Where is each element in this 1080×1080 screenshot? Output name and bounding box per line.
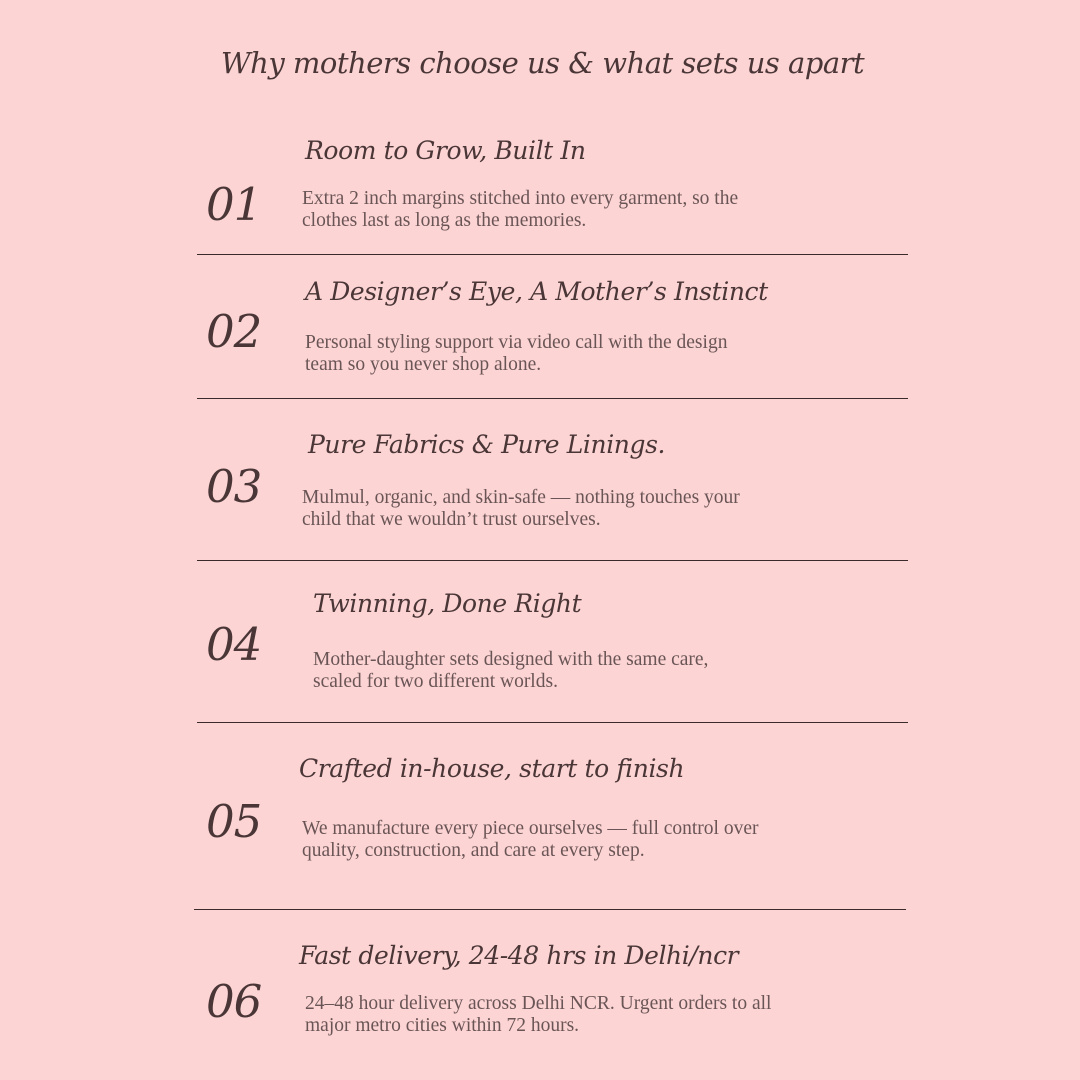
feature-description: We manufacture every piece ourselves — full control over quality, construction, and care at every step. — [302, 818, 759, 861]
page-title: Why mothers choose us & what sets us apart — [220, 46, 865, 80]
feature-number: 06 — [206, 975, 262, 1028]
feature-heading: Room to Grow, Built In — [305, 136, 586, 165]
divider — [197, 560, 908, 561]
divider — [197, 398, 908, 399]
feature-description: 24–48 hour delivery across Delhi NCR. Urgent orders to all major metro cities within 72 hours. — [305, 993, 772, 1036]
divider — [194, 909, 906, 910]
feature-heading: Crafted in-house, start to finish — [299, 754, 685, 783]
feature-number: 05 — [206, 795, 262, 848]
feature-number: 03 — [206, 460, 262, 513]
divider — [197, 254, 908, 255]
feature-heading: Pure Fabrics & Pure Linings. — [308, 430, 666, 459]
feature-heading: Twinning, Done Right — [313, 589, 582, 618]
feature-heading: Fast delivery, 24-48 hrs in Delhi/ncr — [299, 941, 739, 970]
feature-heading: A Designer’s Eye, A Mother’s Instinct — [305, 277, 768, 306]
feature-number: 01 — [206, 178, 262, 231]
feature-description: Extra 2 inch margins stitched into every garment, so the clothes last as long as the memories. — [302, 188, 739, 231]
feature-number: 04 — [206, 618, 262, 671]
feature-description: Mother-daughter sets designed with the same care, scaled for two different worlds. — [313, 649, 709, 692]
divider — [197, 722, 908, 723]
feature-description: Personal styling support via video call with the design team so you never shop alone. — [305, 332, 728, 375]
feature-description: Mulmul, organic, and skin-safe — nothing touches your child that we wouldn’t trust ourselves. — [302, 487, 740, 530]
feature-number: 02 — [206, 305, 262, 358]
